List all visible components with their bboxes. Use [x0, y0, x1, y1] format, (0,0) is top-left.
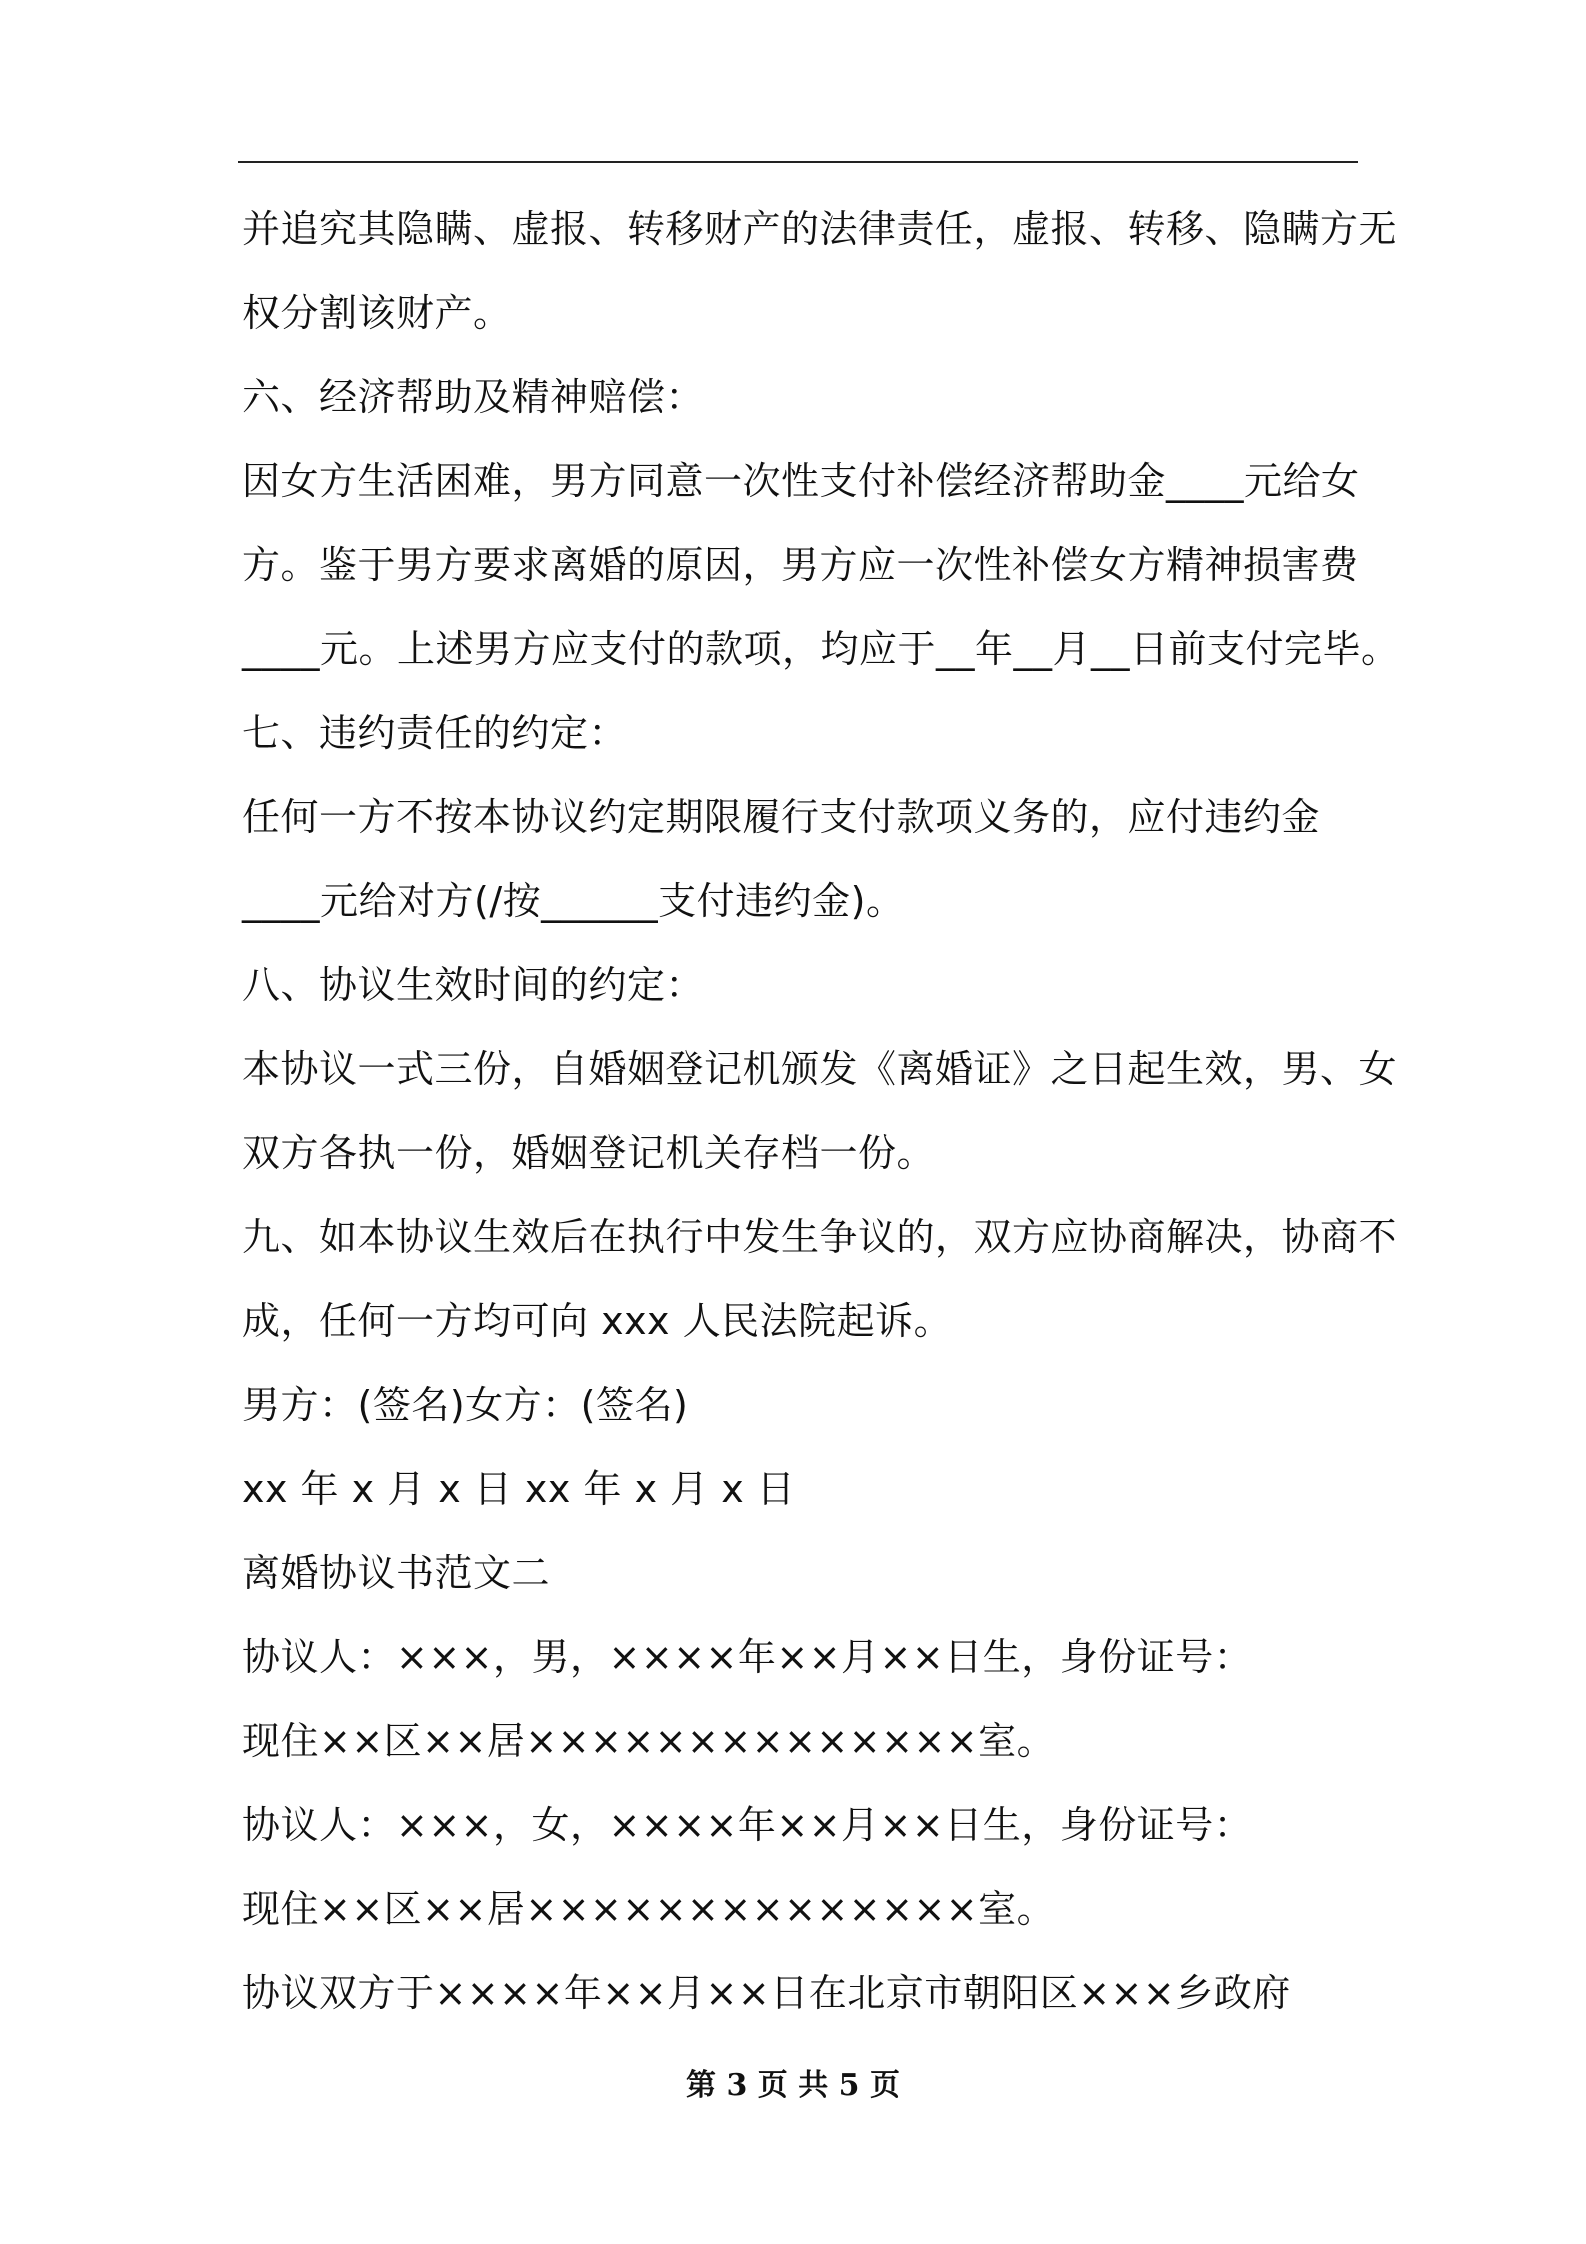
text-line: 协议人：×××，男，××××年××月××日生，身份证号：: [242, 1635, 1253, 1679]
text-line: 现住××区××居××××××××××××××室。: [242, 1887, 1056, 1931]
text-line: 权分割该财产。: [242, 291, 512, 335]
section-heading: 七、违约责任的约定：: [242, 711, 628, 755]
text-line: 因女方生活困难，男方同意一次性支付补偿经济帮助金____元给女: [242, 459, 1360, 503]
text-line: 协议双方于××××年××月××日在北京市朝阳区×××乡政府: [242, 1971, 1291, 2015]
header-rule: [238, 161, 1358, 163]
section-title: 离婚协议书范文二: [242, 1551, 551, 1595]
text-line: 协议人：×××，女，××××年××月××日生，身份证号：: [242, 1803, 1253, 1847]
section-heading: 六、经济帮助及精神赔偿：: [242, 375, 705, 419]
signature-line: 男方：(签名)女方：(签名): [242, 1383, 689, 1427]
section-heading: 八、协议生效时间的约定：: [242, 963, 705, 1007]
text-line: 双方各执一份，婚姻登记机关存档一份。: [242, 1131, 936, 1175]
text-line: ____元。上述男方应支付的款项，均应于__年__月__日前支付完毕。: [242, 627, 1400, 671]
page-number: 第 3 页 共 5 页: [686, 2068, 900, 2103]
text-line: 并追究其隐瞒、虚报、转移财产的法律责任，虚报、转移、隐瞒方无: [242, 207, 1398, 251]
date-line: xx 年 x 月 x 日 xx 年 x 月 x 日: [242, 1467, 796, 1511]
text-line: 现住××区××居××××××××××××××室。: [242, 1719, 1056, 1763]
text-line: 方。鉴于男方要求离婚的原因，男方应一次性补偿女方精神损害费: [242, 543, 1359, 587]
text-line: 成，任何一方均可向 xxx 人民法院起诉。: [242, 1299, 953, 1343]
text-line: 任何一方不按本协议约定期限履行支付款项义务的，应付违约金: [242, 795, 1321, 839]
text-line: 本协议一式三份，自婚姻登记机颁发《离婚证》之日起生效，男、女: [242, 1047, 1398, 1091]
text-line: ____元给对方(/按______支付违约金)。: [242, 879, 905, 923]
text-line: 九、如本协议生效后在执行中发生争议的，双方应协商解决，协商不: [242, 1215, 1398, 1259]
